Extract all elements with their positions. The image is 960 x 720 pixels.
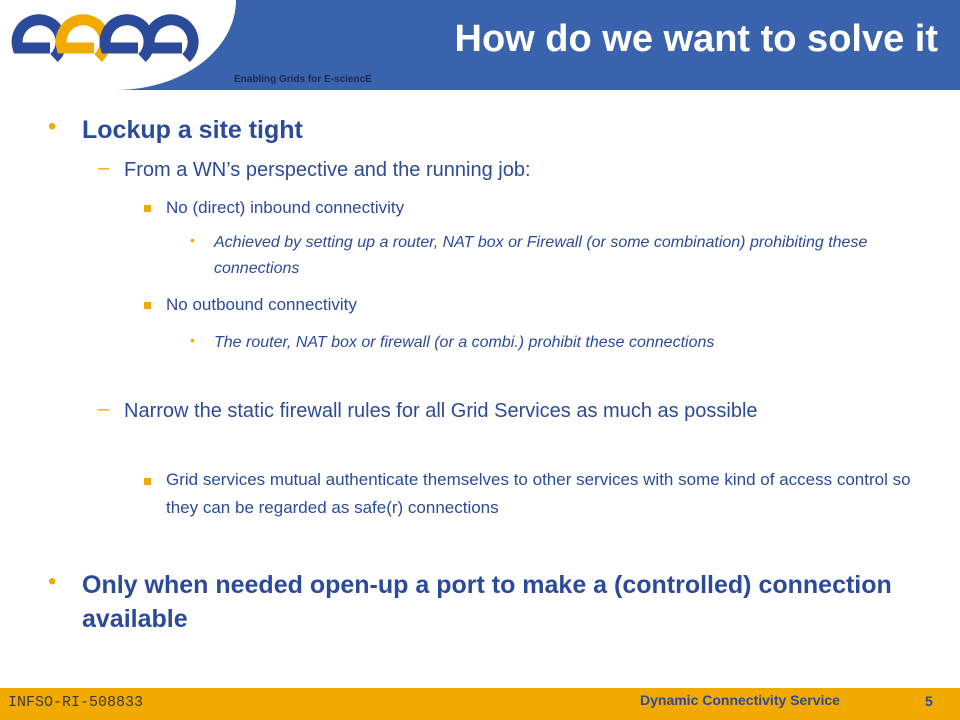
- footer-title: Dynamic Connectivity Service: [640, 692, 840, 708]
- slide-title: How do we want to solve it: [454, 18, 938, 60]
- small-dot-icon: •: [190, 332, 195, 348]
- egee-logo: [10, 14, 224, 74]
- bullet-only-when-needed: Only when needed open-up a port to make a (controlled) connection available: [82, 571, 892, 633]
- sub-bullet-narrow: Narrow the static firewall rules for all Grid Services as much as possible: [124, 400, 758, 422]
- square-bullet-icon: [144, 478, 151, 485]
- bullet-dot-icon: •: [48, 113, 57, 140]
- item-no-inbound: No (direct) inbound connectivity: [166, 198, 405, 217]
- dash-icon: –: [98, 157, 110, 179]
- item-mutual-auth: Grid services mutual authenticate themselves to other services with some kind of access control so they can be regarded as safe(r) connections: [166, 470, 911, 517]
- bullet-dot-icon: •: [48, 568, 57, 595]
- footer-project-id: INFSO-RI-508833: [8, 694, 144, 711]
- bullet-lockup: Lockup a site tight: [82, 116, 303, 144]
- detail-achieved: Achieved by setting up a router, NAT box or Firewall (or some combination) prohibiting these connections: [214, 234, 868, 277]
- sub-bullet-perspective: From a WN’s perspective and the running job:: [124, 159, 531, 181]
- detail-router: The router, NAT box or firewall (or a combi.) prohibit these connections: [214, 334, 715, 351]
- tagline: Enabling Grids for E-sciencE: [234, 74, 372, 85]
- dash-icon: –: [98, 398, 110, 420]
- item-no-outbound: No outbound connectivity: [166, 295, 357, 314]
- small-dot-icon: •: [190, 232, 195, 248]
- square-bullet-icon: [144, 302, 151, 309]
- page-number: 5: [925, 693, 933, 709]
- square-bullet-icon: [144, 205, 151, 212]
